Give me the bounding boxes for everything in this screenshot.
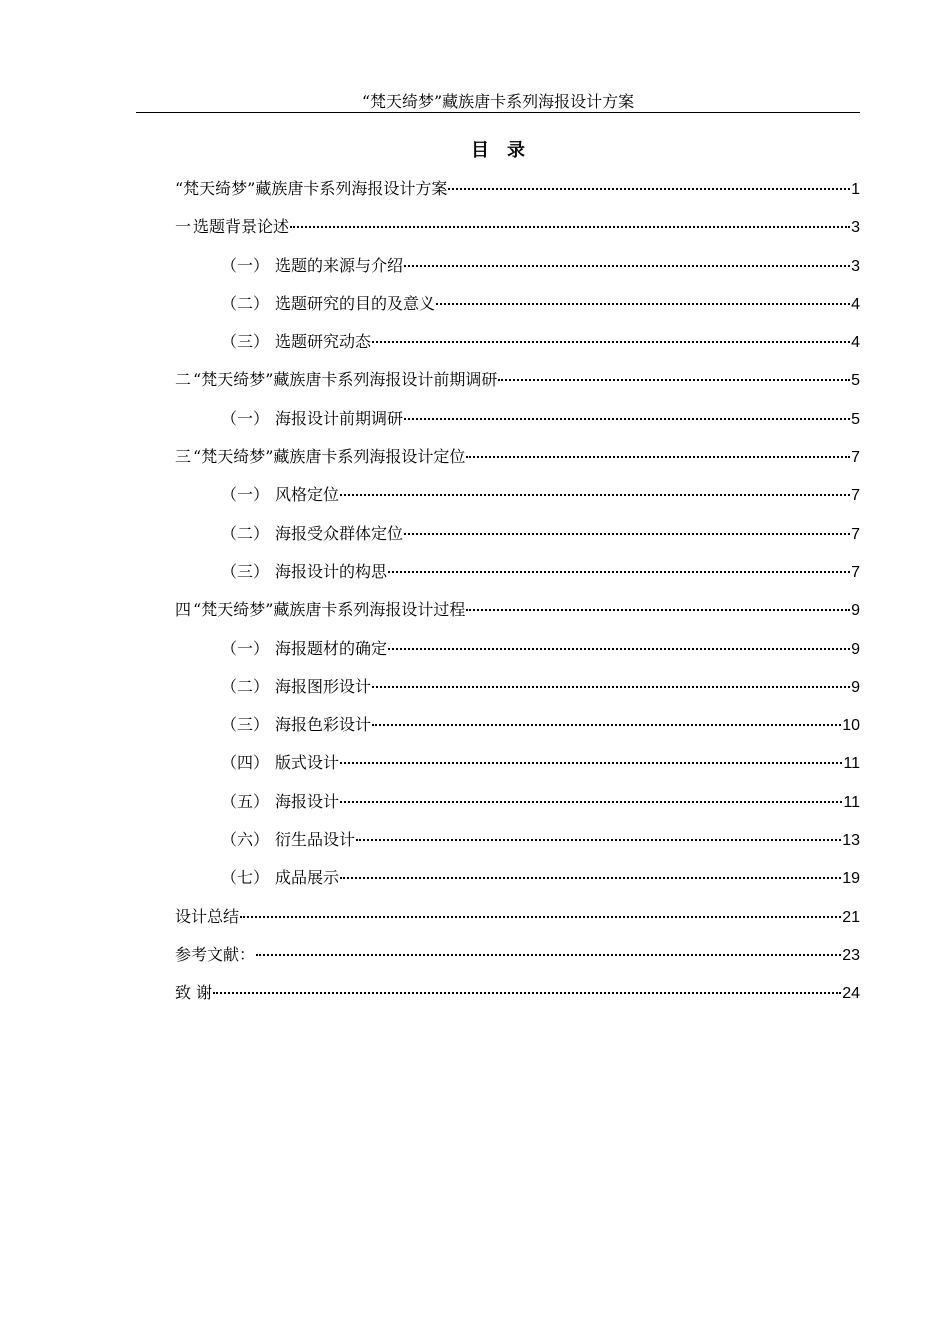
toc-entry-label: 选题研究的目的及意义: [275, 293, 436, 313]
toc-entry-number: 一: [175, 217, 192, 237]
toc-entry-number: （三）: [221, 332, 270, 352]
toc-entry-page-number: 7: [851, 487, 860, 505]
toc-entry[interactable]: [175, 178, 860, 216]
toc-entry[interactable]: [175, 982, 860, 1020]
toc-entry-number: （一）: [221, 638, 270, 658]
toc-entry-label: 海报设计前期调研: [275, 408, 404, 428]
toc-entry-page-number: 11: [843, 755, 860, 773]
toc-dot-leader: [372, 341, 850, 343]
toc-entry-label: 选题背景论述: [193, 217, 290, 237]
toc-entry-page-number: 7: [851, 525, 860, 543]
toc-entry[interactable]: [175, 829, 860, 867]
toc-entry-label: 海报色彩设计: [275, 715, 372, 735]
toc-entry[interactable]: [175, 752, 860, 790]
toc-entry[interactable]: [175, 676, 860, 714]
toc-entry-number: （七）: [221, 868, 270, 888]
toc-entry[interactable]: [175, 867, 860, 905]
toc-dot-leader: [436, 303, 850, 305]
toc-entry-page-number: 5: [851, 372, 860, 390]
toc-entry-page-number: 24: [842, 985, 860, 1003]
toc-entry-number: （二）: [221, 293, 270, 313]
toc-entry-number: （二）: [221, 523, 270, 543]
toc-entry-label: 选题的来源与介绍: [275, 255, 404, 275]
toc-dot-leader: [340, 877, 841, 879]
toc-title: 目 录: [471, 140, 525, 161]
toc-dot-leader: [356, 839, 841, 841]
toc-dot-leader: [404, 418, 850, 420]
toc-entry[interactable]: [175, 408, 860, 446]
toc-entry[interactable]: [175, 216, 860, 254]
toc-entry-label: 成品展示: [275, 868, 340, 888]
toc-entry-page-number: 21: [842, 908, 860, 926]
toc-entry-number: （一）: [221, 255, 270, 275]
toc-entry-label: 海报设计: [275, 791, 340, 811]
toc-dot-leader: [213, 992, 841, 994]
toc-entry[interactable]: [175, 791, 860, 829]
toc-entry-number: （四）: [221, 753, 270, 773]
toc-entry-label: 参考文献：: [175, 944, 256, 964]
toc-entry[interactable]: [175, 561, 860, 599]
running-header: “梵天绮梦”藏族唐卡系列海报设计方案: [361, 92, 635, 111]
toc-entry-label: “梵天绮梦”藏族唐卡系列海报设计前期调研: [193, 370, 498, 390]
toc-entry-label: 海报设计的构思: [275, 561, 388, 581]
toc-entry[interactable]: [175, 638, 860, 676]
toc-entry-label: 海报题材的确定: [275, 638, 388, 658]
toc-entry-number: 四: [175, 600, 192, 620]
toc-entry-label: 致 谢: [175, 983, 213, 1003]
toc-entry-page-number: 5: [851, 410, 860, 428]
toc-entry-page-number: 4: [851, 295, 860, 313]
toc-entry[interactable]: [175, 369, 860, 407]
toc-entry-page-number: 7: [851, 449, 860, 467]
toc-entry-page-number: 13: [842, 832, 860, 850]
toc-dot-leader: [340, 801, 842, 803]
toc-entry-number: （三）: [221, 561, 270, 581]
toc-entry-page-number: 1: [851, 181, 860, 198]
toc-entry[interactable]: [175, 484, 860, 522]
toc-entry-label: “梵天绮梦”藏族唐卡系列海报设计定位: [193, 447, 466, 467]
toc-dot-leader: [372, 686, 850, 688]
toc-dot-leader: [466, 456, 850, 458]
toc-entry[interactable]: [175, 599, 860, 637]
toc-entry-page-number: 23: [842, 946, 860, 964]
toc-entry-number: （五）: [221, 791, 270, 811]
toc-dot-leader: [388, 571, 850, 573]
toc-entry-number: （六）: [221, 830, 270, 850]
toc-entry-page-number: 9: [851, 640, 860, 658]
toc-entry-page-number: 9: [851, 678, 860, 696]
table-of-contents: [175, 178, 860, 1021]
toc-entry-label: “梵天绮梦”藏族唐卡系列海报设计过程: [193, 600, 466, 620]
toc-entry-page-number: 3: [851, 257, 860, 275]
toc-entry-number: 二: [175, 370, 192, 390]
toc-entry[interactable]: [175, 906, 860, 944]
toc-dot-leader: [448, 188, 850, 190]
toc-dot-leader: [290, 226, 850, 228]
toc-entry-label: “梵天绮梦”藏族唐卡系列海报设计方案: [175, 179, 448, 198]
toc-entry-page-number: 10: [842, 717, 860, 735]
toc-entry[interactable]: [175, 293, 860, 331]
toc-entry[interactable]: [175, 255, 860, 293]
toc-dot-leader: [240, 916, 841, 918]
toc-entry[interactable]: [175, 446, 860, 484]
toc-entry-label: 海报图形设计: [275, 676, 372, 696]
toc-dot-leader: [340, 762, 842, 764]
toc-entry-page-number: 7: [851, 563, 860, 581]
toc-entry-label: 设计总结: [175, 906, 240, 926]
toc-entry-page-number: 11: [843, 793, 860, 811]
toc-entry[interactable]: [175, 714, 860, 752]
toc-entry-number: 三: [175, 447, 192, 467]
toc-entry-page-number: 3: [851, 219, 860, 237]
toc-entry-label: 海报受众群体定位: [275, 523, 404, 543]
toc-entry-label: 版式设计: [275, 753, 340, 773]
toc-entry-number: （二）: [221, 676, 270, 696]
toc-entry[interactable]: [175, 331, 860, 369]
toc-entry[interactable]: [175, 523, 860, 561]
toc-entry[interactable]: [175, 944, 860, 982]
toc-entry-page-number: 19: [842, 870, 860, 888]
toc-dot-leader: [388, 648, 850, 650]
toc-entry-label: 衍生品设计: [275, 830, 356, 850]
toc-dot-leader: [372, 724, 841, 726]
toc-entry-page-number: 9: [851, 602, 860, 620]
toc-dot-leader: [404, 265, 850, 267]
toc-entry-label: 选题研究动态: [275, 332, 372, 352]
toc-entry-number: （一）: [221, 408, 270, 428]
toc-entry-label: 风格定位: [275, 485, 340, 505]
toc-dot-leader: [340, 494, 850, 496]
toc-entry-number: （一）: [221, 485, 270, 505]
toc-entry-number: （三）: [221, 715, 270, 735]
header-rule: [136, 112, 860, 113]
toc-dot-leader: [404, 533, 850, 535]
toc-dot-leader: [498, 379, 850, 381]
toc-dot-leader: [256, 954, 841, 956]
toc-entry-page-number: 4: [851, 334, 860, 352]
toc-dot-leader: [466, 609, 850, 611]
